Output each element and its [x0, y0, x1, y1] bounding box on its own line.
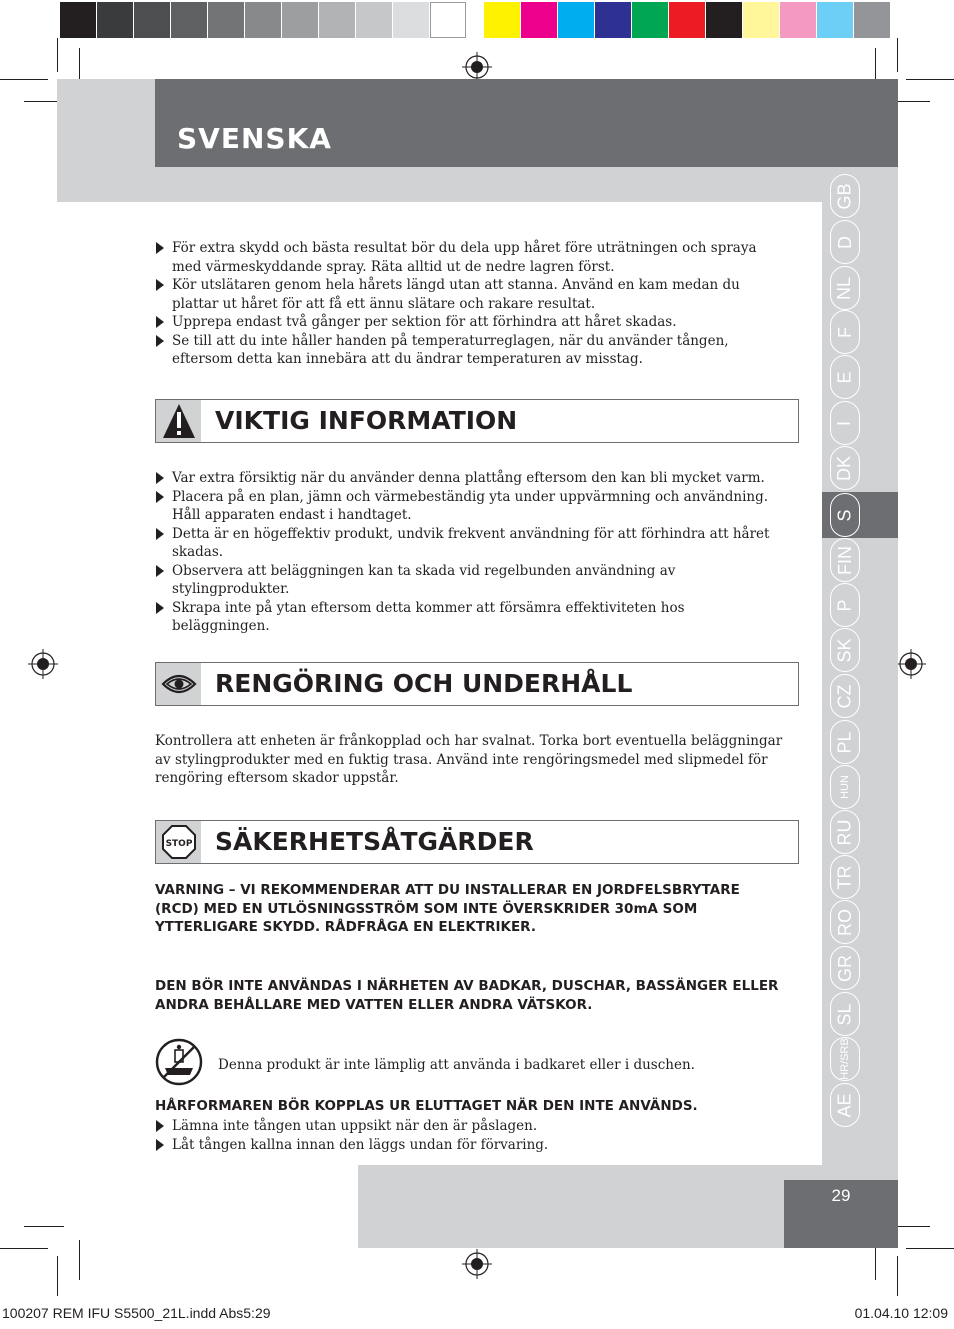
language-tab-i[interactable]	[830, 401, 860, 445]
page-number: 29	[831, 1186, 851, 1205]
language-label: AE	[834, 1092, 855, 1118]
color-swatch	[854, 2, 890, 38]
color-swatch	[595, 2, 631, 38]
color-swatch	[558, 2, 594, 38]
language-tab-sk[interactable]	[830, 628, 860, 672]
language-label: RO	[834, 908, 855, 936]
list-item: Observera att beläggningen kan ta skada vid regelbunden användning av stylingprodukter.	[155, 562, 785, 599]
language-tab-s[interactable]	[830, 493, 860, 537]
important-bullet-list	[155, 469, 785, 636]
bath-notice-text: Denna produkt är inte lämplig att använda i badkaret eller i duschen.	[218, 1057, 695, 1073]
intro-bullet-list	[155, 239, 785, 369]
language-label: CZ	[834, 684, 855, 708]
rcd-warning: VARNING – VI REKOMMENDERAR ATT DU INSTALLERAR EN JORDFELSBRYTARE (RCD) MED EN UTLÖSNINGSSTRÖM SOM INTE ÖVERSKRIDER 30mA SOM YTTERLIGARE SKYDD. RÅDFRÅGA EN ELEKTRIKER.	[155, 882, 740, 935]
stop-sign-icon	[161, 824, 197, 860]
language-tab-f[interactable]	[830, 310, 860, 354]
language-label: PL	[834, 730, 855, 754]
no-bath-icon	[155, 1038, 203, 1086]
language-tab-pl[interactable]	[830, 720, 860, 764]
language-label: S	[834, 508, 855, 522]
safety-bullet-list	[155, 1117, 785, 1154]
color-swatch	[97, 2, 133, 38]
language-tab-sl[interactable]	[830, 992, 860, 1036]
exclamation-triangle-icon	[162, 403, 196, 439]
crop-mark	[24, 1226, 64, 1227]
color-swatch	[521, 2, 557, 38]
color-swatch	[319, 2, 355, 38]
section-icon-cell	[156, 821, 201, 863]
language-label: SK	[834, 637, 855, 663]
language-label: GR	[834, 954, 855, 982]
color-swatch	[484, 2, 520, 38]
section-icon-cell	[156, 400, 201, 442]
list-item: Lämna inte tången utan uppsikt när den är påslagen.	[155, 1117, 785, 1136]
language-tab-hr-srb[interactable]	[830, 1037, 860, 1081]
list-item: Kör utslätaren genom hela hårets längd utan att stanna. Använd en kam medan du plattar ut håret för att få ett ännu slätare och rakare resultat.	[155, 276, 785, 313]
color-swatch	[208, 2, 244, 38]
list-item: Se till att du inte håller handen på temperaturreglagen, när du använder tången, eftersom detta kan innebära att du ändrar temperaturen av misstag.	[155, 332, 785, 369]
crop-mark	[906, 1248, 954, 1249]
section-title: SÄKERHETSÅTGÄRDER	[215, 827, 534, 856]
language-label: F	[834, 326, 855, 338]
language-tab-ru[interactable]	[830, 810, 860, 854]
language-tab-dk[interactable]	[830, 446, 860, 490]
language-tab-p[interactable]	[830, 583, 860, 627]
section-title: RENGÖRING OCH UNDERHÅLL	[215, 669, 633, 698]
list-item: Låt tången kallna innan den läggs undan för förvaring.	[155, 1136, 785, 1155]
color-swatch	[743, 2, 779, 38]
language-tab-gr[interactable]	[830, 946, 860, 990]
color-swatch	[60, 2, 96, 38]
color-swatch	[817, 2, 853, 38]
language-tab-gb[interactable]	[830, 174, 860, 218]
crop-mark	[897, 1256, 898, 1296]
section-heading-cleaning	[155, 662, 799, 706]
crop-mark	[0, 1248, 48, 1249]
list-item: Skrapa inte på ytan eftersom detta kommer att försämra effektiviteten hos beläggningen.	[155, 599, 785, 636]
title-bar	[155, 79, 898, 167]
list-item: Upprepa endast två gånger per sektion för att förhindra att håret skadas.	[155, 313, 785, 332]
unplug-warning: HÅRFORMAREN BÖR KOPPLAS UR ELUTTAGET NÄR DEN INTE ANVÄNDS.	[155, 1098, 698, 1114]
page-number-box	[784, 1180, 898, 1248]
language-label: DK	[834, 455, 855, 481]
list-item: Placera på en plan, jämn och värmebeständig yta under uppvärmning och användning. Håll apparaten endast i handtaget.	[155, 488, 785, 525]
language-tab-e[interactable]	[830, 355, 860, 399]
title-underlay	[155, 167, 898, 202]
language-tab-ro[interactable]	[830, 900, 860, 944]
color-swatch	[245, 2, 281, 38]
grey-color-bar	[60, 2, 467, 38]
color-swatch	[134, 2, 170, 38]
language-label: TR	[834, 865, 855, 889]
color-swatch	[356, 2, 392, 38]
language-tab-nl[interactable]	[830, 266, 860, 310]
language-tab-ae[interactable]	[830, 1083, 860, 1127]
water-warning: DEN BÖR INTE ANVÄNDAS I NÄRHETEN AV BADKAR, DUSCHAR, BASSÄNGER ELLER ANDRA BEHÅLLARE MED VATTEN ELLER ANDRA VÄTSKOR.	[155, 978, 779, 1013]
language-label: NL	[834, 276, 855, 300]
language-tab-d[interactable]	[830, 220, 860, 264]
language-tab-cz[interactable]	[830, 674, 860, 718]
registration-mark-icon	[462, 52, 492, 82]
crop-mark	[57, 38, 58, 72]
color-swatch	[430, 2, 466, 38]
section-heading-safety	[155, 820, 799, 864]
registration-mark-icon	[28, 649, 58, 679]
color-swatch	[780, 2, 816, 38]
crop-mark	[906, 79, 954, 80]
language-label: P	[834, 598, 855, 612]
page-margin-block	[57, 79, 155, 202]
crop-mark	[79, 1240, 80, 1280]
language-label: I	[834, 420, 855, 426]
eye-icon	[161, 672, 197, 696]
list-item: För extra skydd och bästa resultat bör du dela upp håret före uträtningen och spraya med värmeskyddande spray. Räta alltid ut de nedre lagren först.	[155, 239, 785, 276]
language-label: D	[834, 235, 855, 249]
language-label: RU	[834, 819, 855, 845]
section-icon-cell	[156, 663, 201, 705]
date-slug: 01.04.10 12:09	[854, 1305, 948, 1321]
process-color-bar	[484, 2, 891, 38]
cleaning-text: Kontrollera att enheten är frånkopplad och har svalnat. Torka bort eventuella beläggningar av stylingprodukter med en fuktig trasa. Använd inte rengöringsmedel med slipmedel för rengöring eftersom skador uppstår.	[155, 733, 783, 786]
color-swatch	[282, 2, 318, 38]
color-swatch	[171, 2, 207, 38]
color-swatch	[706, 2, 742, 38]
crop-mark	[57, 1256, 58, 1296]
color-swatch	[669, 2, 705, 38]
color-swatch	[632, 2, 668, 38]
section-title: VIKTIG INFORMATION	[215, 406, 518, 435]
list-item: Var extra försiktig när du använder denna plattång eftersom den kan bli mycket varm.	[155, 469, 785, 488]
section-heading-important	[155, 399, 799, 443]
list-item: Detta är en högeffektiv produkt, undvik frekvent användning för att förhindra att håret skadas.	[155, 525, 785, 562]
registration-mark-icon	[896, 649, 926, 679]
file-slug: 100207 REM IFU S5500_21L.indd Abs5:29	[2, 1305, 271, 1321]
language-label: SL	[834, 1002, 855, 1026]
page-title: SVENSKA	[177, 122, 332, 155]
registration-mark-icon	[462, 1249, 492, 1279]
crop-mark	[0, 79, 48, 80]
language-tab-fin[interactable]	[830, 538, 860, 582]
language-tab-tr[interactable]	[830, 855, 860, 899]
crop-mark	[897, 38, 898, 72]
color-swatch	[393, 2, 429, 38]
language-label: HR/SRB	[839, 1038, 851, 1080]
language-label: FIN	[834, 545, 855, 575]
stop-label: STOP	[165, 839, 192, 849]
language-label: E	[834, 370, 855, 384]
language-label: GB	[834, 182, 855, 210]
language-label: HUN	[839, 775, 851, 799]
language-tab-hun[interactable]	[830, 765, 860, 809]
